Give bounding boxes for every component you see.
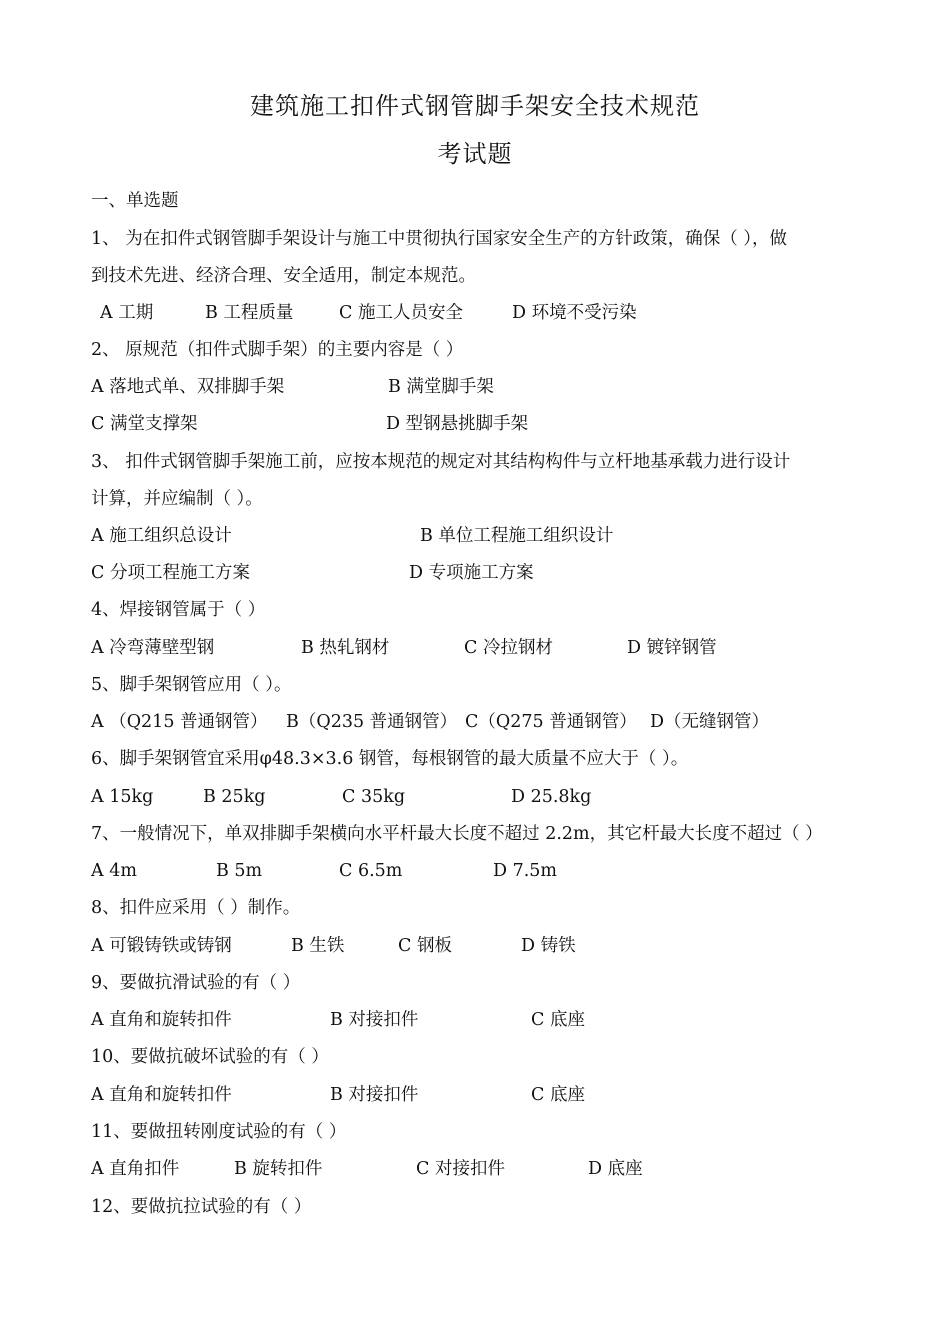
question-8-option-b: B 生铁 <box>291 936 345 956</box>
question-1-line-2: 到技术先进、经济合理、安全适用，制定本规范。 <box>91 266 476 286</box>
question-9-option-b: B 对接扣件 <box>330 1010 419 1030</box>
question-4-line-1: 4、焊接钢管属于（ ） <box>91 600 266 620</box>
question-5-option-a: A （Q215 普通钢管） <box>91 712 268 732</box>
question-11-option-b: B 旋转扣件 <box>234 1159 323 1179</box>
question-6-option-c: C 35kg <box>342 787 406 807</box>
question-3-option-d: D 专项施工方案 <box>409 563 534 583</box>
question-7-option-d: D 7.5m <box>493 861 558 881</box>
question-2-option-b: B 满堂脚手架 <box>388 377 494 397</box>
question-4-option-a: A 冷弯薄壁型钢 <box>91 638 215 658</box>
question-4-option-c: C 冷拉钢材 <box>464 638 553 658</box>
question-2-option-c: C 满堂支撑架 <box>91 414 198 434</box>
question-7-option-b: B 5m <box>216 861 263 881</box>
document-subtitle: 考试题 <box>437 140 513 168</box>
question-10-option-a: A 直角和旋转扣件 <box>91 1085 232 1105</box>
question-12-line-1: 12、要做抗拉试验的有（ ） <box>91 1197 312 1217</box>
question-4-option-d: D 镀锌钢管 <box>627 638 717 658</box>
question-8-line-1: 8、扣件应采用（ ）制作。 <box>91 898 301 918</box>
question-11-option-d: D 底座 <box>588 1159 643 1179</box>
question-1-line-1: 1、 为在扣件式钢管脚手架设计与施工中贯彻执行国家安全生产的方针政策，确保（ ），做 <box>91 229 788 249</box>
question-11-option-c: C 对接扣件 <box>416 1159 505 1179</box>
question-5-line-1: 5、脚手架钢管应用（ ）。 <box>91 675 292 695</box>
document-title: 建筑施工扣件式钢管脚手架安全技术规范 <box>250 92 700 120</box>
question-1-option-c: C 施工人员安全 <box>339 303 463 323</box>
question-6-option-b: B 25kg <box>203 787 266 807</box>
question-1-option-d: D 环境不受污染 <box>512 303 637 323</box>
question-11-line-1: 11、要做扭转刚度试验的有（ ） <box>91 1122 347 1142</box>
question-2-line-1: 2、 原规范（扣件式脚手架）的主要内容是（ ） <box>91 340 464 360</box>
question-3-option-b: B 单位工程施工组织设计 <box>420 526 614 546</box>
question-7-option-c: C 6.5m <box>339 861 403 881</box>
question-9-option-a: A 直角和旋转扣件 <box>91 1010 232 1030</box>
question-8-option-a: A 可锻铸铁或铸钢 <box>91 936 232 956</box>
question-1-option-b: B 工程质量 <box>205 303 294 323</box>
question-7-option-a: A 4m <box>91 861 137 881</box>
question-6-line-1: 6、脚手架钢管宜采用φ48.3×3.6 钢管，每根钢管的最大质量不应大于（ ）。 <box>91 749 689 769</box>
question-4-option-b: B 热轧钢材 <box>301 638 390 658</box>
question-9-option-c: C 底座 <box>531 1010 585 1030</box>
question-2-option-a: A 落地式单、双排脚手架 <box>91 377 285 397</box>
question-10-option-b: B 对接扣件 <box>330 1085 419 1105</box>
question-8-option-c: C 钢板 <box>398 936 452 956</box>
question-7-line-1: 7、一般情况下，单双排脚手架横向水平杆最大长度不超过 2.2m，其它杆最大长度不超过（ ） <box>91 824 823 844</box>
question-5-option-c: C（Q275 普通钢管） <box>465 712 637 732</box>
section-heading: 一、单选题 <box>91 191 179 211</box>
question-2-option-d: D 型钢悬挑脚手架 <box>386 414 529 434</box>
question-11-option-a: A 直角扣件 <box>91 1159 180 1179</box>
question-3-line-2: 计算，并应编制（ ）。 <box>91 489 263 509</box>
question-3-option-c: C 分项工程施工方案 <box>91 563 250 583</box>
question-5-option-b: B（Q235 普通钢管） <box>286 712 458 732</box>
question-10-line-1: 10、要做抗破坏试验的有（ ） <box>91 1047 329 1067</box>
question-3-option-a: A 施工组织总设计 <box>91 526 232 546</box>
question-10-option-c: C 底座 <box>531 1085 585 1105</box>
question-8-option-d: D 铸铁 <box>521 936 576 956</box>
question-1-option-a: A 工期 <box>100 303 154 323</box>
question-9-line-1: 9、要做抗滑试验的有（ ） <box>91 973 301 993</box>
question-5-option-d: D（无缝钢管） <box>650 712 770 732</box>
question-3-line-1: 3、 扣件式钢管脚手架施工前，应按本规范的规定对其结构构件与立杆地基承载力进行设计 <box>91 452 791 472</box>
question-6-option-d: D 25.8kg <box>511 787 592 807</box>
question-6-option-a: A 15kg <box>91 787 154 807</box>
